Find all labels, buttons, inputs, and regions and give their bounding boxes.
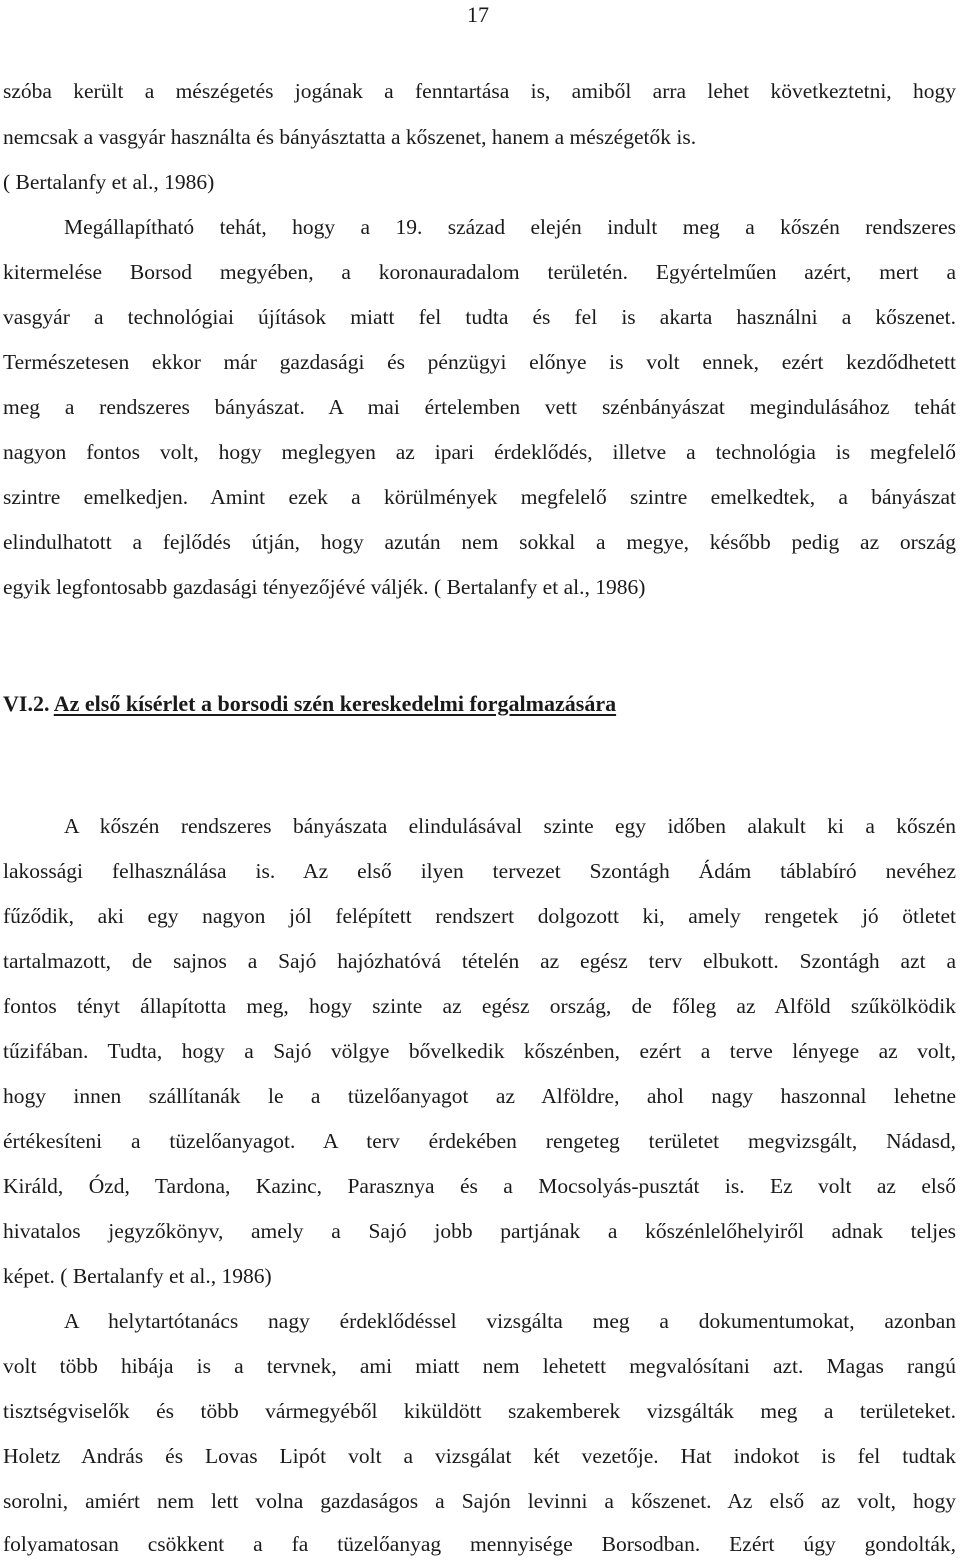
text-line: fűződik, aki egy nagyon jól felépített rendszert dolgozott ki, amely rengetek jó ötletet: [3, 904, 956, 928]
text-line: tartalmazott, de sajnos a Sajó hajózhatóvá tételén az egész terv elbukott. Szontágh azt a: [3, 949, 956, 973]
text-line: ( Bertalanfy et al., 1986): [3, 170, 215, 194]
text-line: lakossági felhasználása is. Az első ilyen tervezet Szontágh Ádám táblabíró nevéhez: [3, 859, 956, 883]
text-line: A helytartótanács nagy érdeklődéssel vizsgálta meg a dokumentumokat, azonban: [64, 1309, 956, 1333]
text-line: Királd, Ózd, Tardona, Kazinc, Parasznya és a Mocsolyás-pusztát is. Ez volt az első: [3, 1174, 956, 1198]
heading-title: Az első kísérlet a borsodi szén kereskedelmi forgalmazására: [53, 691, 617, 716]
text-line: kitermelése Borsod megyében, a koronauradalom területén. Egyértelműen azért, mert a: [3, 260, 956, 284]
text-line: tisztségviselők és több vármegyéből kiküldött szakemberek vizsgálták meg a területeket.: [3, 1399, 956, 1423]
text-line: vasgyár a technológiai újítások miatt fel tudta és fel is akarta használni a kőszenet.: [3, 305, 956, 329]
text-line: hogy innen szállítanák le a tüzelőanyagot az Alföldre, ahol nagy haszonnal lehetne: [3, 1084, 956, 1108]
text-line: szóba került a mészégetés jogának a fenntartása is, amiből arra lehet következtetni, hogy: [3, 79, 956, 103]
text-line: Holetz András és Lovas Lipót volt a vizsgálat két vezetője. Hat indokot is fel tudtak: [3, 1444, 956, 1468]
text-line: Természetesen ekkor már gazdasági és pénzügyi előnye is volt ennek, ezért kezdődhetett: [3, 350, 956, 374]
text-line: értékesíteni a tüzelőanyagot. A terv érdekében rengeteg területet megvizsgált, Nádasd,: [3, 1129, 956, 1153]
text-line: A kőszén rendszeres bányászata elindulásával szinte egy időben alakult ki a kőszén: [64, 814, 956, 838]
text-line: elindulhatott a fejlődés útján, hogy azután nem sokkal a megye, később pedig az ország: [3, 530, 956, 554]
text-line: tűzifában. Tudta, hogy a Sajó völgye bővelkedik kőszénben, ezért a terve lényege az volt,: [3, 1039, 956, 1063]
text-line: hivatalos jegyzőkönyv, amely a Sajó jobb partjának a kőszénlelőhelyiről adnak teljes: [3, 1219, 956, 1243]
heading-number: VI.2.: [3, 691, 50, 716]
text-line: folyamatosan csökkent a fa tüzelőanyag mennyisége Borsodban. Ezért úgy gondolták,: [3, 1532, 956, 1556]
text-line: volt több hibája is a tervnek, ami miatt nem lehetett megvalósítani azt. Magas rangú: [3, 1354, 956, 1378]
text-line: képet. ( Bertalanfy et al., 1986): [3, 1264, 272, 1288]
text-line: sorolni, amiért nem lett volna gazdaságos a Sajón levinni a kőszenet. Az első az volt, hogy: [3, 1489, 956, 1513]
text-line: egyik legfontosabb gazdasági tényezőjévé váljék. ( Bertalanfy et al., 1986): [3, 575, 646, 599]
page-number: 17: [467, 2, 489, 27]
text-line: szintre emelkedjen. Amint ezek a körülmények megfelelő szintre emelkedtek, a bányászat: [3, 485, 956, 509]
text-line: meg a rendszeres bányászat. A mai értelemben vett szénbányászat megindulásához tehát: [3, 395, 956, 419]
text-line: Megállapítható tehát, hogy a 19. század elején indult meg a kőszén rendszeres: [64, 215, 956, 239]
text-line: fontos tényt állapította meg, hogy szinte az egész ország, de főleg az Alföld szűkölködik: [3, 994, 956, 1018]
text-line: nemcsak a vasgyár használta és bányásztatta a kőszenet, hanem a mészégetők is.: [3, 125, 697, 149]
text-line: nagyon fontos volt, hogy meglegyen az ipari érdeklődés, illetve a technológia is megfelelő: [3, 440, 956, 464]
section-heading: [3, 690, 616, 718]
